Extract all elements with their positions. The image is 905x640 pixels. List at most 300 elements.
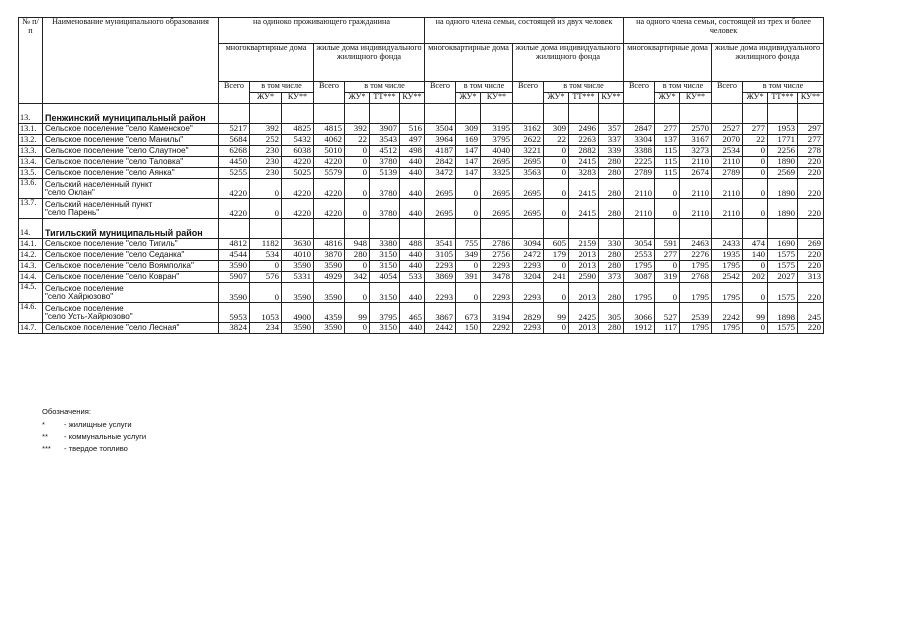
value-cell: 4815 — [314, 124, 345, 135]
legend-text: - жилищные услуги — [64, 420, 132, 429]
header-total: Всего — [314, 82, 345, 104]
value-cell: 5907 — [219, 272, 250, 283]
value-cell: 280 — [599, 168, 624, 179]
settlement-name-line: Сельское поселение "село Воямполка" — [45, 260, 194, 270]
settlement-name-line: Сельское поселение "село Аянка" — [45, 167, 175, 177]
row-number: 14.1. — [19, 239, 43, 250]
value-cell: 3590 — [282, 261, 314, 272]
value-cell: 1771 — [768, 135, 798, 146]
header-group-single: на одиноко проживающего гражданина — [219, 18, 425, 44]
row-number: 14.2. — [19, 250, 43, 261]
empty-cell — [768, 104, 798, 124]
value-cell: 2496 — [569, 124, 599, 135]
value-cell: 2276 — [680, 250, 712, 261]
table-row — [19, 157, 824, 168]
value-cell: 115 — [655, 146, 680, 157]
header-zhu: ЖУ* — [544, 93, 569, 104]
empty-cell — [655, 104, 680, 124]
value-cell: 3195 — [481, 124, 513, 135]
value-cell: 0 — [544, 146, 569, 157]
value-cell: 277 — [743, 124, 768, 135]
value-cell: 2463 — [680, 239, 712, 250]
value-cell: 0 — [743, 283, 768, 303]
header-total: Всего — [513, 82, 544, 104]
value-cell: 0 — [250, 199, 282, 219]
value-cell: 147 — [456, 157, 481, 168]
header-group-three: на одного члена семьи, состоящей из трех и более человек — [624, 18, 824, 44]
settlement-name — [43, 250, 219, 261]
value-cell: 0 — [544, 261, 569, 272]
value-cell: 2293 — [513, 323, 544, 334]
value-cell: 147 — [456, 168, 481, 179]
header-incl: в том числе — [544, 82, 624, 93]
value-cell: 5010 — [314, 146, 345, 157]
settlement-name-line: Сельское поселение "село Слаутное" — [45, 145, 189, 155]
value-cell: 3087 — [624, 272, 655, 283]
value-cell: 516 — [400, 124, 425, 135]
empty-cell — [314, 104, 345, 124]
row-number: 14.6. — [19, 303, 43, 323]
value-cell: 0 — [544, 179, 569, 199]
value-cell: 3869 — [425, 272, 456, 283]
value-cell: 2553 — [624, 250, 655, 261]
value-cell: 2789 — [624, 168, 655, 179]
row-number: 13.3. — [19, 146, 43, 157]
value-cell: 115 — [655, 157, 680, 168]
empty-cell — [712, 219, 743, 239]
value-cell: 150 — [456, 323, 481, 334]
value-cell: 4220 — [219, 199, 250, 219]
settlement-name — [43, 146, 219, 157]
value-cell: 4450 — [219, 157, 250, 168]
table-row — [19, 303, 824, 323]
empty-cell — [282, 219, 314, 239]
value-cell: 202 — [743, 272, 768, 283]
value-cell: 591 — [655, 239, 680, 250]
value-cell: 1795 — [624, 283, 655, 303]
value-cell: 391 — [456, 272, 481, 283]
header-total: Всего — [425, 82, 456, 104]
value-cell: 4220 — [219, 179, 250, 199]
value-cell: 1898 — [768, 303, 798, 323]
value-cell: 3167 — [680, 135, 712, 146]
value-cell: 534 — [250, 250, 282, 261]
value-cell: 0 — [544, 323, 569, 334]
value-cell: 2225 — [624, 157, 655, 168]
empty-cell — [481, 219, 513, 239]
header-igs: жилые дома индивидуального жилищного фонда — [513, 44, 624, 82]
value-cell: 2569 — [768, 168, 798, 179]
value-cell: 2110 — [624, 199, 655, 219]
value-cell: 5025 — [282, 168, 314, 179]
value-cell: 2013 — [569, 283, 599, 303]
row-number: 13.5. — [19, 168, 43, 179]
value-cell: 2110 — [712, 179, 743, 199]
value-cell: 3590 — [314, 283, 345, 303]
empty-cell — [544, 104, 569, 124]
value-cell: 4512 — [370, 146, 400, 157]
value-cell: 1890 — [768, 157, 798, 168]
settlement-name-line: "село Усть-Хайрюзово" — [45, 312, 133, 322]
value-cell: 3283 — [569, 168, 599, 179]
value-cell: 5684 — [219, 135, 250, 146]
value-cell: 2433 — [712, 239, 743, 250]
header-incl: в том числе — [345, 82, 425, 93]
settlement-name — [43, 261, 219, 272]
empty-cell — [314, 219, 345, 239]
settlement-name-line: Сельское поселение "село Каменское" — [45, 123, 193, 133]
settlement-name-line: Сельское поселение "село Лесная" — [45, 322, 180, 332]
value-cell: 3630 — [282, 239, 314, 250]
header-nr: № п/п — [19, 18, 43, 104]
value-cell: 2527 — [712, 124, 743, 135]
header-ku: КУ** — [282, 93, 314, 104]
settlement-name-line: Сельское поселение "село Манилы" — [45, 134, 184, 144]
row-number: 14.7. — [19, 323, 43, 334]
empty-cell — [370, 219, 400, 239]
settlement-name-line: Сельский населенный пункт — [45, 179, 153, 189]
value-cell: 1795 — [624, 261, 655, 272]
value-cell: 440 — [400, 179, 425, 199]
header-zhu: ЖУ* — [456, 93, 481, 104]
value-cell: 4220 — [314, 199, 345, 219]
value-cell: 1795 — [712, 283, 743, 303]
value-cell: 0 — [743, 199, 768, 219]
legend-mark: ** — [42, 432, 48, 441]
value-cell: 488 — [400, 239, 425, 250]
settlement-name-line: Сельское поселение "село Тигиль" — [45, 238, 178, 248]
value-cell: 137 — [655, 135, 680, 146]
value-cell: 474 — [743, 239, 768, 250]
value-cell: 3204 — [513, 272, 544, 283]
legend-item — [42, 431, 146, 443]
value-cell: 0 — [456, 283, 481, 303]
value-cell: 3504 — [425, 124, 456, 135]
value-cell: 2789 — [712, 168, 743, 179]
value-cell: 220 — [798, 283, 824, 303]
empty-cell — [282, 104, 314, 124]
value-cell: 5255 — [219, 168, 250, 179]
header-zhu: ЖУ* — [345, 93, 370, 104]
empty-cell — [599, 219, 624, 239]
value-cell: 0 — [743, 157, 768, 168]
empty-cell — [569, 104, 599, 124]
table-row — [19, 261, 824, 272]
value-cell: 3150 — [370, 283, 400, 303]
empty-cell — [425, 219, 456, 239]
value-cell: 4816 — [314, 239, 345, 250]
header-mkd: многоквартирные дома — [624, 44, 712, 82]
value-cell: 3907 — [370, 124, 400, 135]
value-cell: 3304 — [624, 135, 655, 146]
value-cell: 3795 — [481, 135, 513, 146]
value-cell: 5331 — [282, 272, 314, 283]
value-cell: 280 — [599, 250, 624, 261]
row-number: 14.4. — [19, 272, 43, 283]
value-cell: 0 — [345, 179, 370, 199]
value-cell: 1575 — [768, 261, 798, 272]
settlement-name-line: Сельское поселение — [45, 303, 124, 313]
settlement-name-line: Сельское поселение — [45, 283, 124, 293]
header-name: Наименование муниципального образования — [43, 18, 219, 104]
value-cell: 22 — [345, 135, 370, 146]
legend-item — [42, 443, 146, 455]
empty-cell — [569, 219, 599, 239]
value-cell: 245 — [798, 303, 824, 323]
legend-item — [42, 419, 146, 431]
value-cell: 147 — [456, 146, 481, 157]
value-cell: 0 — [345, 146, 370, 157]
value-cell: 305 — [599, 303, 624, 323]
value-cell: 3795 — [370, 303, 400, 323]
value-cell: 4825 — [282, 124, 314, 135]
value-cell: 0 — [743, 261, 768, 272]
value-cell: 4359 — [314, 303, 345, 323]
value-cell: 2415 — [569, 157, 599, 168]
value-cell: 277 — [798, 135, 824, 146]
value-cell: 220 — [798, 323, 824, 334]
value-cell: 0 — [544, 199, 569, 219]
value-cell: 2013 — [569, 323, 599, 334]
empty-cell — [712, 104, 743, 124]
value-cell: 277 — [655, 250, 680, 261]
header-incl: в том числе — [250, 82, 314, 93]
value-cell: 440 — [400, 261, 425, 272]
value-cell: 2110 — [680, 199, 712, 219]
value-cell: 1575 — [768, 250, 798, 261]
value-cell: 22 — [544, 135, 569, 146]
settlement-name — [43, 272, 219, 283]
value-cell: 576 — [250, 272, 282, 283]
value-cell: 3054 — [624, 239, 655, 250]
value-cell: 2695 — [513, 199, 544, 219]
settlement-name — [43, 157, 219, 168]
row-number: 14.5. — [19, 283, 43, 303]
value-cell: 2293 — [513, 261, 544, 272]
value-cell: 117 — [655, 323, 680, 334]
value-cell: 2293 — [425, 283, 456, 303]
value-cell: 1935 — [712, 250, 743, 261]
header-igs: жилые дома индивидуального жилищного фонда — [314, 44, 425, 82]
value-cell: 4812 — [219, 239, 250, 250]
value-cell: 2293 — [481, 261, 513, 272]
value-cell: 3150 — [370, 250, 400, 261]
value-cell: 0 — [345, 283, 370, 303]
value-cell: 440 — [400, 168, 425, 179]
value-cell: 230 — [250, 157, 282, 168]
value-cell: 4220 — [282, 199, 314, 219]
legend — [42, 406, 146, 455]
tariff-table-sheet — [18, 17, 824, 334]
value-cell: 533 — [400, 272, 425, 283]
settlement-name — [43, 168, 219, 179]
value-cell: 3472 — [425, 168, 456, 179]
empty-cell — [743, 219, 768, 239]
header-total: Всего — [712, 82, 743, 104]
table-row — [19, 323, 824, 334]
value-cell: 1575 — [768, 323, 798, 334]
header-incl: в том числе — [655, 82, 712, 93]
value-cell: 330 — [599, 239, 624, 250]
region-title: Пенжинский муниципальный район — [43, 104, 219, 124]
value-cell: 309 — [456, 124, 481, 135]
value-cell: 0 — [743, 168, 768, 179]
value-cell: 140 — [743, 250, 768, 261]
value-cell: 2542 — [712, 272, 743, 283]
header-mkd: многоквартирные дома — [425, 44, 513, 82]
value-cell: 220 — [798, 157, 824, 168]
value-cell: 0 — [345, 157, 370, 168]
table-row — [19, 250, 824, 261]
value-cell: 4900 — [282, 303, 314, 323]
empty-cell — [624, 104, 655, 124]
settlement-name-line: Сельское поселение "село Ковран" — [45, 271, 180, 281]
value-cell: 1912 — [624, 323, 655, 334]
empty-cell — [680, 219, 712, 239]
value-cell: 2472 — [513, 250, 544, 261]
value-cell: 3066 — [624, 303, 655, 323]
value-cell: 2110 — [712, 199, 743, 219]
header-ku: КУ** — [680, 93, 712, 104]
value-cell: 5579 — [314, 168, 345, 179]
value-cell: 5432 — [282, 135, 314, 146]
utility-standards-table — [18, 17, 824, 334]
value-cell: 4010 — [282, 250, 314, 261]
value-cell: 2622 — [513, 135, 544, 146]
value-cell: 4929 — [314, 272, 345, 283]
value-cell: 0 — [456, 261, 481, 272]
value-cell: 2110 — [680, 179, 712, 199]
value-cell: 220 — [798, 168, 824, 179]
value-cell: 2756 — [481, 250, 513, 261]
header-tt: ТТ*** — [370, 93, 400, 104]
value-cell: 673 — [456, 303, 481, 323]
header-total: Всего — [624, 82, 655, 104]
value-cell: 1795 — [680, 261, 712, 272]
table-row — [19, 179, 824, 199]
empty-cell — [544, 219, 569, 239]
value-cell: 280 — [345, 250, 370, 261]
value-cell: 1690 — [768, 239, 798, 250]
value-cell: 0 — [544, 168, 569, 179]
value-cell: 234 — [250, 323, 282, 334]
settlement-name — [43, 124, 219, 135]
value-cell: 337 — [599, 135, 624, 146]
value-cell: 3221 — [513, 146, 544, 157]
header-zhu: ЖУ* — [743, 93, 768, 104]
value-cell: 6268 — [219, 146, 250, 157]
empty-cell — [250, 104, 282, 124]
value-cell: 4220 — [282, 179, 314, 199]
value-cell: 4220 — [314, 157, 345, 168]
value-cell: 465 — [400, 303, 425, 323]
value-cell: 179 — [544, 250, 569, 261]
value-cell: 2292 — [481, 323, 513, 334]
value-cell: 1795 — [712, 261, 743, 272]
value-cell: 1053 — [250, 303, 282, 323]
value-cell: 1890 — [768, 199, 798, 219]
row-number: 13.1. — [19, 124, 43, 135]
empty-cell — [219, 104, 250, 124]
value-cell: 3590 — [219, 261, 250, 272]
empty-cell — [624, 219, 655, 239]
legend-mark: *** — [42, 444, 51, 453]
value-cell: 220 — [798, 179, 824, 199]
header-zhu: ЖУ* — [250, 93, 282, 104]
value-cell: 220 — [798, 199, 824, 219]
value-cell: 0 — [250, 179, 282, 199]
value-cell: 2570 — [680, 124, 712, 135]
empty-cell — [219, 219, 250, 239]
value-cell: 6038 — [282, 146, 314, 157]
empty-cell — [798, 104, 824, 124]
header-tt: ТТ*** — [569, 93, 599, 104]
value-cell: 3870 — [314, 250, 345, 261]
value-cell: 297 — [798, 124, 824, 135]
value-cell: 2534 — [712, 146, 743, 157]
value-cell: 4062 — [314, 135, 345, 146]
row-number: 13.4. — [19, 157, 43, 168]
value-cell: 2442 — [425, 323, 456, 334]
empty-cell — [680, 104, 712, 124]
legend-text: - твердое топливо — [64, 444, 128, 453]
legend-mark: * — [42, 420, 45, 429]
value-cell: 280 — [599, 323, 624, 334]
value-cell: 2110 — [624, 179, 655, 199]
row-number: 14.3. — [19, 261, 43, 272]
value-cell: 1795 — [680, 283, 712, 303]
empty-cell — [400, 219, 425, 239]
region-number: 13. — [19, 104, 43, 124]
value-cell: 2768 — [680, 272, 712, 283]
value-cell: 1795 — [680, 323, 712, 334]
table-row — [19, 283, 824, 303]
legend-text: - коммунальные услуги — [64, 432, 147, 441]
value-cell: 3780 — [370, 199, 400, 219]
value-cell: 392 — [345, 124, 370, 135]
value-cell: 2415 — [569, 199, 599, 219]
value-cell: 373 — [599, 272, 624, 283]
value-cell: 3590 — [282, 323, 314, 334]
value-cell: 99 — [544, 303, 569, 323]
value-cell: 220 — [798, 250, 824, 261]
value-cell: 2293 — [513, 283, 544, 303]
table-row — [19, 239, 824, 250]
value-cell: 1890 — [768, 179, 798, 199]
value-cell: 3543 — [370, 135, 400, 146]
value-cell: 280 — [599, 283, 624, 303]
value-cell: 2842 — [425, 157, 456, 168]
value-cell: 115 — [655, 168, 680, 179]
table-body — [19, 104, 824, 334]
empty-cell — [768, 219, 798, 239]
settlement-name — [43, 239, 219, 250]
settlement-name — [43, 199, 219, 219]
table-row — [19, 135, 824, 146]
value-cell: 278 — [798, 146, 824, 157]
value-cell: 3162 — [513, 124, 544, 135]
value-cell: 280 — [599, 179, 624, 199]
value-cell: 1575 — [768, 283, 798, 303]
value-cell: 3105 — [425, 250, 456, 261]
value-cell: 0 — [250, 283, 282, 303]
value-cell: 440 — [400, 199, 425, 219]
empty-cell — [456, 104, 481, 124]
value-cell: 3380 — [370, 239, 400, 250]
value-cell: 3478 — [481, 272, 513, 283]
value-cell: 3780 — [370, 179, 400, 199]
header-igs: жилые дома индивидуального жилищного фонда — [712, 44, 824, 82]
